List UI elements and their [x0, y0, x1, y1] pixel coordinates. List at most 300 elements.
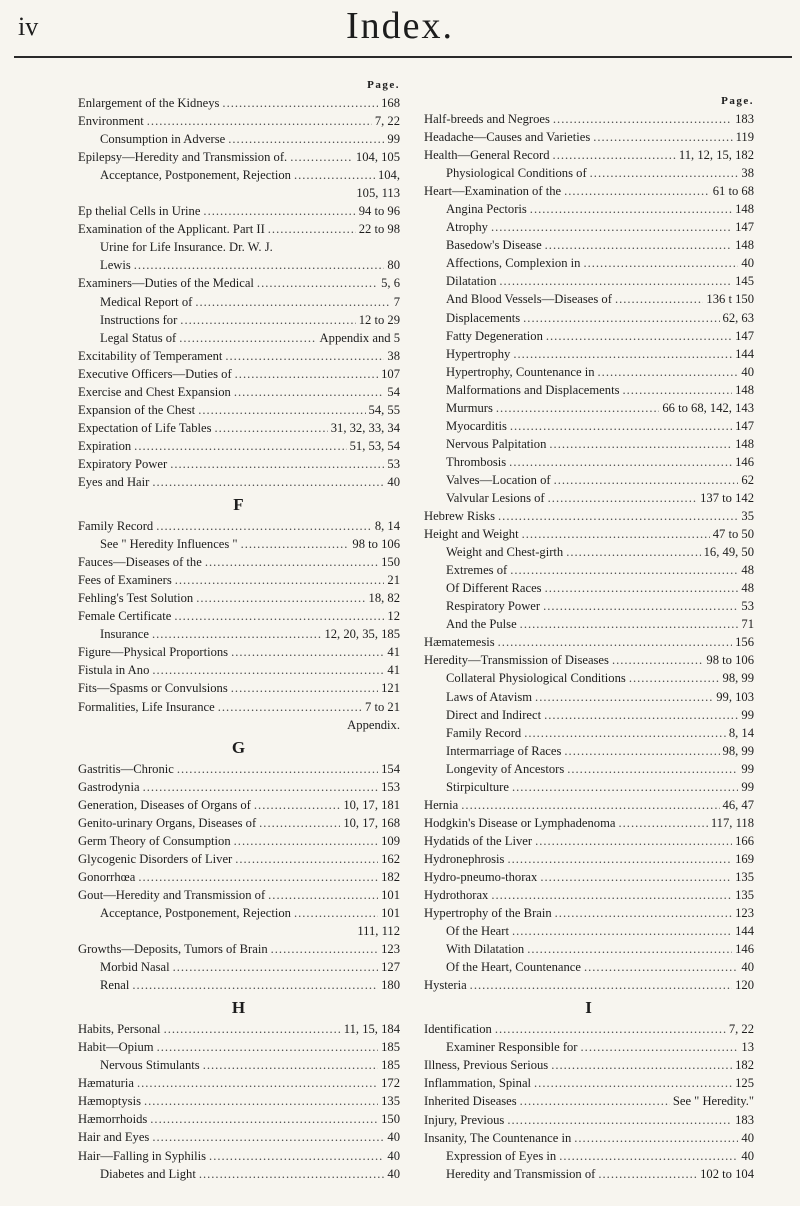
entry-page-ref: 101: [381, 905, 400, 920]
entry-term: Gastritis—Chronic: [78, 761, 174, 776]
entry-term: Weight and Chest-girth: [446, 545, 564, 560]
entry-term: Exercise and Chest Expansion: [78, 384, 231, 399]
leader-dots: [564, 182, 710, 200]
index-subentry: [424, 309, 754, 327]
index-entry: [424, 1129, 754, 1147]
section-letter: G: [231, 737, 247, 757]
index-entry: [78, 1128, 400, 1146]
entry-page-ref: 21: [387, 573, 400, 588]
index-subentry: [424, 417, 754, 435]
index-entry: [78, 1038, 400, 1056]
leader-dots: [553, 110, 732, 128]
leader-dots: [294, 166, 375, 184]
index-subentry: [424, 1165, 754, 1183]
leader-dots: [554, 471, 739, 489]
index-entry: [78, 940, 400, 958]
entry-term: Instructions for: [100, 312, 178, 327]
entry-term: Hebrew Risks: [424, 509, 496, 524]
leader-dots: [170, 455, 384, 473]
entry-page-ref: 183: [735, 112, 754, 126]
index-subentry: [424, 381, 754, 399]
entry-term: Of the Heart, Countenance: [446, 960, 581, 975]
entry-page-ref: 98, 99: [722, 671, 754, 686]
index-entry: [424, 832, 754, 850]
entry-page-ref: 119: [735, 130, 754, 145]
entry-term: Morbid Nasal: [100, 960, 170, 975]
entry-page-ref: 31, 32, 33, 34: [330, 420, 400, 435]
entry-page-ref: 53: [387, 456, 400, 471]
index-entry: [424, 868, 754, 886]
entry-page-ref: 5, 6: [381, 276, 400, 291]
entry-term: Collateral Physiological Conditions: [446, 671, 626, 686]
entry-page-ref: 94 to 96: [358, 204, 400, 219]
index-subentry: [78, 256, 400, 274]
leader-dots: [175, 571, 385, 589]
index-entry: [78, 886, 400, 904]
index-subentry: [424, 218, 754, 236]
entry-page-ref: 40: [741, 960, 754, 975]
index-subentry: [424, 543, 754, 561]
index-entry: [424, 1056, 754, 1074]
entry-term: Illness, Previous Serious: [424, 1058, 549, 1073]
entry-page-ref: 182: [381, 869, 400, 884]
leader-dots: [234, 383, 385, 401]
index-entry: [78, 589, 400, 607]
index-subentry: [78, 311, 400, 329]
entry-term: Atrophy: [446, 220, 488, 235]
entry-term: Longevity of Ancestors: [446, 761, 565, 776]
entry-term: Inherited Diseases: [424, 1094, 517, 1109]
entry-term: Consumption in Adverse: [100, 132, 226, 147]
entry-page-ref: 183: [735, 1112, 754, 1127]
entry-page-ref: 47 to 50: [712, 527, 754, 542]
page-column-heading: Page.: [367, 79, 400, 91]
leader-dots: [222, 94, 378, 112]
leader-dots: [507, 1111, 732, 1129]
entry-term: Gastrodynia: [78, 779, 140, 794]
entry-term: Glycogenic Disorders of Liver: [78, 851, 233, 866]
leader-dots: [535, 688, 713, 706]
leader-dots: [522, 525, 710, 543]
index-entry: [78, 383, 400, 401]
entry-page-ref: 7, 22: [728, 1022, 754, 1037]
index-entry: [78, 148, 400, 166]
entry-continuation: 111, 112: [357, 924, 400, 939]
entry-term: Fistula in Ano: [78, 663, 150, 678]
entry-page-ref: 102 to 104: [700, 1166, 754, 1181]
entry-term: Displacements: [446, 310, 521, 325]
leader-dots: [512, 922, 732, 940]
leader-dots: [507, 850, 732, 868]
entry-page-ref: 99: [741, 707, 754, 722]
entry-term: Thrombosis: [446, 454, 507, 469]
index-subentry: [424, 724, 754, 742]
entry-term: Expiratory Power: [78, 456, 168, 471]
leader-dots: [555, 904, 732, 922]
section-letter: F: [233, 495, 245, 515]
leader-dots: [231, 643, 384, 661]
leader-dots: [593, 128, 732, 146]
entry-term: Hæmorrhoids: [78, 1112, 148, 1127]
entry-term: Hydrothorax: [424, 888, 489, 903]
entry-page-ref: See " Heredity.": [672, 1094, 754, 1109]
index-entry: [78, 698, 400, 716]
leader-dots: [268, 220, 356, 238]
leader-dots: [215, 419, 328, 437]
leader-dots: [512, 778, 738, 796]
index-entry: [78, 112, 400, 130]
entry-term: Basedow's Disease: [446, 238, 542, 253]
leader-dots: [209, 1147, 384, 1165]
index-subentry: [424, 345, 754, 363]
entry-page-ref: 156: [735, 635, 754, 650]
index-entry: [424, 850, 754, 868]
entry-term: Myocarditis: [446, 418, 507, 433]
entry-page-ref: 168: [381, 96, 400, 110]
entry-page-ref: 11, 12, 15, 182: [678, 148, 754, 163]
entry-term: Fees of Examiners: [78, 573, 172, 588]
entry-term: Insanity, The Countenance in: [424, 1130, 572, 1145]
entry-term: Valvular Lesions of: [446, 490, 545, 505]
entry-term: Hodgkin's Disease or Lymphadenoma: [424, 815, 616, 830]
leader-dots: [235, 850, 378, 868]
entry-page-ref: 148: [735, 238, 754, 253]
leader-dots: [548, 489, 697, 507]
index-entry: [78, 607, 400, 625]
entry-continuation: 105, 113: [356, 186, 400, 201]
leader-dots: [198, 401, 365, 419]
index-subentry: [424, 290, 754, 308]
entry-page-ref: 148: [735, 382, 754, 397]
entry-term: Extremes of: [446, 563, 508, 578]
leader-dots: [150, 1110, 378, 1128]
index-entry: [424, 886, 754, 904]
entry-term: Dilatation: [446, 274, 497, 289]
index-subentry: [424, 489, 754, 507]
entry-term: Stirpiculture: [446, 779, 509, 794]
index-subentry: [424, 706, 754, 724]
entry-term: Figure—Physical Proportions: [78, 645, 229, 660]
entry-page-ref: 147: [735, 328, 754, 343]
index-entry: [78, 814, 400, 832]
entry-term: Hæmaturia: [78, 1076, 134, 1091]
leader-dots: [491, 886, 732, 904]
index-subentry: [424, 1038, 754, 1056]
entry-term: Affections, Complexion in: [446, 256, 581, 271]
index-entry: [424, 651, 754, 669]
index-entry: [424, 633, 754, 651]
leader-dots: [583, 254, 738, 272]
index-entry: [78, 1110, 400, 1128]
index-entry: [78, 455, 400, 473]
leader-dots: [152, 661, 384, 679]
leader-dots: [584, 958, 738, 976]
leader-dots: [271, 940, 378, 958]
index-entry: [78, 365, 400, 383]
index-entry: [424, 814, 754, 832]
index-entry: [424, 182, 754, 200]
leader-dots: [143, 778, 379, 796]
entry-page-ref: 123: [735, 906, 754, 921]
leader-dots: [152, 1128, 384, 1146]
index-column-left: [78, 76, 400, 1183]
leader-dots: [546, 327, 732, 345]
entry-page-ref: 41: [387, 645, 400, 660]
leader-dots: [612, 651, 703, 669]
entry-page-ref: 162: [381, 851, 400, 866]
leader-dots: [498, 633, 732, 651]
leader-dots: [144, 1092, 378, 1110]
leader-dots: [527, 940, 732, 958]
entry-page-ref: 22 to 98: [358, 222, 400, 237]
index-entry: [78, 274, 400, 292]
index-subentry: [424, 1147, 754, 1165]
entry-page-ref: 10, 17, 181: [343, 797, 400, 812]
entry-term: Hæmatemesis: [424, 635, 495, 650]
leader-dots: [259, 814, 340, 832]
entry-page-ref: 169: [735, 851, 754, 866]
entry-page-ref: 62, 63: [722, 310, 754, 325]
index-subentry: [424, 958, 754, 976]
leader-dots: [544, 706, 738, 724]
leader-dots: [152, 473, 384, 491]
leader-dots: [491, 218, 732, 236]
entry-page-ref: 182: [735, 1058, 754, 1073]
leader-dots: [540, 868, 732, 886]
entry-term: Fehling's Test Solution: [78, 591, 194, 606]
entry-term: Expansion of the Chest: [78, 402, 196, 417]
entry-term: And Blood Vessels—Diseases of: [446, 292, 612, 307]
entry-page-ref: 127: [381, 960, 400, 975]
index-subentry: [424, 471, 754, 489]
index-entry: [424, 1020, 754, 1038]
leader-dots: [196, 589, 365, 607]
leader-dots: [590, 164, 739, 182]
entry-term: Heart—Examination of the: [424, 184, 562, 199]
entry-term: Hypertrophy of the Brain: [424, 906, 552, 921]
index-entry: [424, 904, 754, 922]
entry-term: Direct and Indirect: [446, 707, 542, 722]
leader-dots: [524, 724, 726, 742]
leader-dots: [177, 760, 378, 778]
leader-dots: [231, 679, 378, 697]
index-subentry: [78, 1165, 400, 1183]
entry-page-ref: 38: [741, 166, 754, 181]
entry-page-ref: 166: [735, 833, 754, 848]
leader-dots: [598, 1165, 697, 1183]
index-subentry: [424, 579, 754, 597]
leader-dots: [138, 868, 378, 886]
leader-dots: [234, 832, 378, 850]
index-subentry: [424, 778, 754, 796]
entry-term: Medical Report of: [100, 294, 193, 309]
leader-dots: [581, 1038, 739, 1056]
entry-page-ref: Appendix and 5: [319, 330, 400, 345]
leader-dots: [553, 146, 676, 164]
entry-page-ref: 13: [741, 1040, 754, 1055]
leader-dots: [241, 535, 350, 553]
entry-page-ref: 104,: [377, 168, 400, 183]
entry-page-ref: 61 to 68: [712, 184, 754, 199]
entry-term: Urine for Life Insurance. Dr. W. J.: [100, 240, 273, 255]
entry-term: Hysteria: [424, 978, 467, 993]
entry-term: Examiners—Duties of the Medical: [78, 276, 254, 291]
entry-term: Respiratory Power: [446, 599, 541, 614]
index-entry: [424, 1111, 754, 1129]
index-subentry: [424, 435, 754, 453]
entry-page-ref: 12, 20, 35, 185: [324, 627, 400, 642]
index-subentry: [424, 760, 754, 778]
entry-term: Laws of Atavism: [446, 689, 533, 704]
entry-page-ref: 185: [381, 1058, 400, 1073]
index-entry: [424, 976, 754, 994]
entry-page-ref: 16, 49, 50: [703, 545, 754, 560]
entry-term: Habits, Personal: [78, 1022, 161, 1037]
leader-dots: [574, 1129, 738, 1147]
index-entry: [78, 1074, 400, 1092]
entry-page-ref: 46, 47: [722, 797, 754, 812]
entry-page-ref: 38: [387, 348, 400, 363]
entry-page-ref: 101: [381, 887, 400, 902]
entry-term: Female Certificate: [78, 609, 172, 624]
entry-page-ref: 99: [387, 132, 400, 147]
leader-dots: [470, 976, 732, 994]
index-subentry: [78, 166, 400, 184]
index-entry: [424, 507, 754, 525]
entry-page-ref: 98 to 106: [706, 653, 754, 668]
leader-dots: [509, 453, 732, 471]
entry-term: Angina Pectoris: [446, 202, 527, 217]
leader-dots: [513, 345, 732, 363]
entry-term: Growths—Deposits, Tumors of Brain: [78, 942, 268, 957]
entry-term: Height and Weight: [424, 527, 519, 542]
leader-dots: [205, 553, 378, 571]
index-entry: [78, 202, 400, 220]
entry-page-ref: 48: [741, 581, 754, 596]
entry-term: Eyes and Hair: [78, 474, 150, 489]
index-entry: [424, 128, 754, 146]
leader-dots: [520, 1092, 670, 1110]
index-entry: [78, 94, 400, 112]
leader-dots: [174, 607, 384, 625]
entry-page-ref: 120: [735, 978, 754, 993]
entry-term: Fatty Degeneration: [446, 328, 543, 343]
index-entry: [424, 146, 754, 164]
leader-dots: [510, 417, 732, 435]
entry-term: And the Pulse: [446, 617, 517, 632]
entry-term: Excitability of Temperament: [78, 348, 223, 363]
entry-term: Hydro-pneumo-thorax: [424, 869, 538, 884]
entry-page-ref: 145: [735, 274, 754, 289]
index-subentry: [424, 615, 754, 633]
index-entry: [78, 553, 400, 571]
leader-dots: [294, 904, 378, 922]
entry-term: Hydronephrosis: [424, 851, 505, 866]
index-subentry: [78, 976, 400, 994]
index-entry: [78, 437, 400, 455]
leader-dots: [179, 329, 316, 347]
entry-page-ref: 41: [387, 663, 400, 678]
leader-dots: [461, 796, 719, 814]
leader-dots: [545, 236, 732, 254]
entry-page-ref: 148: [735, 202, 754, 217]
entry-page-ref: 121: [381, 681, 400, 696]
index-entry: [78, 868, 400, 886]
index-subentry: [424, 688, 754, 706]
leader-dots: [180, 311, 355, 329]
entry-page-ref: 71: [741, 617, 754, 632]
leader-dots: [615, 290, 703, 308]
entry-page-ref: 10, 17, 168: [343, 815, 400, 830]
leader-dots: [132, 976, 378, 994]
entry-page-ref: 48: [741, 563, 754, 578]
entry-page-ref: 125: [735, 1076, 754, 1091]
index-entry: [78, 643, 400, 661]
entry-page-ref: 7, 22: [374, 114, 400, 129]
entry-page-ref: 8, 14: [374, 519, 400, 534]
leader-dots: [137, 1074, 378, 1092]
entry-term: Acceptance, Postponement, Rejection: [100, 168, 291, 183]
index-subentry: [78, 904, 400, 922]
index-subentry: [424, 254, 754, 272]
index-subentry: [424, 399, 754, 417]
entry-page-ref: 51, 53, 54: [349, 438, 400, 453]
leader-dots: [164, 1020, 341, 1038]
index-entry: [78, 1020, 400, 1038]
index-subentry: [78, 535, 400, 553]
entry-page-ref: 153: [381, 779, 400, 794]
entry-term: Fauces—Diseases of the: [78, 555, 202, 570]
entry-term: Hernia: [424, 797, 459, 812]
index-entry: [424, 525, 754, 543]
leader-dots: [498, 507, 738, 525]
entry-page-ref: 98, 99: [722, 743, 754, 758]
index-subentry: [424, 363, 754, 381]
entry-page-ref: 136 t 150: [706, 292, 754, 307]
index-entry: [78, 473, 400, 491]
index-entry: [424, 110, 754, 128]
entry-term: Enlargement of the Kidneys: [78, 96, 220, 110]
leader-dots: [203, 1056, 378, 1074]
header-rule: [14, 56, 792, 58]
entry-page-ref: 146: [735, 454, 754, 469]
leader-dots: [551, 1056, 732, 1074]
entry-continuation: Appendix.: [347, 717, 400, 732]
index-entry: [78, 1147, 400, 1165]
entry-page-ref: 109: [381, 833, 400, 848]
leader-dots: [629, 669, 720, 687]
entry-term: Executive Officers—Duties of: [78, 366, 232, 381]
entry-page-ref: 99: [741, 761, 754, 776]
entry-term: Inflammation, Spinal: [424, 1076, 532, 1091]
entry-term: Genito-urinary Organs, Diseases of: [78, 815, 257, 830]
entry-page-ref: 180: [381, 978, 400, 993]
entry-term: Family Record: [446, 725, 522, 740]
index-subentry: [424, 597, 754, 615]
entry-page-ref: 40: [387, 1130, 400, 1145]
index-subentry: [424, 164, 754, 182]
index-entry: [78, 401, 400, 419]
leader-dots: [152, 625, 321, 643]
entry-page-ref: 53: [741, 599, 754, 614]
leader-dots: [134, 256, 385, 274]
index-column-right: [424, 92, 754, 1183]
entry-term: Nervous Palpitation: [446, 436, 547, 451]
entry-term: Of the Heart: [446, 924, 509, 939]
index-entry: [78, 778, 400, 796]
entry-page-ref: 147: [735, 418, 754, 433]
leader-dots: [559, 1147, 738, 1165]
